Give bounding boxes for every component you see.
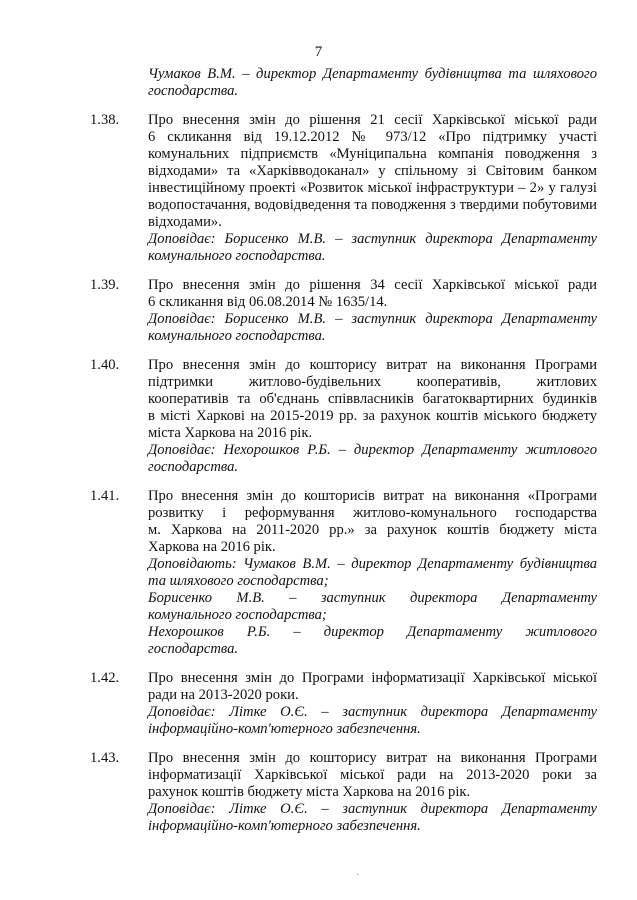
speaker-line: господарства. xyxy=(148,83,239,99)
item-number: 1.41. xyxy=(90,488,120,504)
item-text-line: в місті Харкові на 2015-2019 рр. за рахунок коштів міського бюджету xyxy=(148,408,597,424)
speaker-line: Доповідає: Борисенко М.В. – заступник директора Департаменту xyxy=(148,231,597,247)
speaker-line: Доповідає: Нехорошков Р.Б. – директор Департаменту житлового xyxy=(148,442,597,458)
item-text-line: Про внесення змін до Програми інформатизації Харківської міської xyxy=(148,670,597,686)
item-number: 1.38. xyxy=(90,112,120,128)
item-text-line: Про внесення змін до кошторису витрат на виконання Програми xyxy=(148,357,597,373)
item-text-line: міста Харкова на 2016 рік. xyxy=(148,425,313,441)
speaker-line: господарства. xyxy=(148,641,239,657)
item-text-line: Про внесення змін до рішення 34 сесії Харківської міської ради xyxy=(148,277,597,293)
item-text-line: водопостачання, водовідведення та поводження з твердими побутовими xyxy=(148,197,597,213)
item-text-line: 6 скликання від 06.08.2014 № 1635/14. xyxy=(148,294,388,310)
speaker-line: інформаційно-комп'ютерного забезпечення. xyxy=(148,818,421,834)
speaker-line: комунального господарства; xyxy=(148,607,327,623)
speaker-line: Борисенко М.В. – заступник директора Департаменту xyxy=(148,590,597,606)
item-text-line: Харкова на 2016 рік. xyxy=(148,539,276,555)
speaker-line: Доповідає: Літке О.Є. – заступник директора Департаменту xyxy=(148,801,597,817)
speaker-line: Нехорошков Р.Б. – директор Департаменту житлового xyxy=(148,624,597,640)
item-text-line: інформатизації Харківської міської ради на 2013-2020 роки за xyxy=(148,767,597,783)
page-number: 7 xyxy=(314,44,323,60)
item-number: 1.42. xyxy=(90,670,120,686)
item-number: 1.40. xyxy=(90,357,120,373)
item-text-line: відходами» та «Харківводоканал» у спільному зі Світовим банком xyxy=(148,163,597,179)
item-text-line: підтримки житлово-будівельних кооперативів, житлових xyxy=(148,374,597,390)
item-text-line: відходами». xyxy=(148,214,222,230)
speaker-line: Доповідає: Борисенко М.В. – заступник директора Департаменту xyxy=(148,311,597,327)
speaker-line: Чумаков В.М. – директор Департаменту будівництва та шляхового xyxy=(148,66,597,82)
speaker-line: господарства. xyxy=(148,459,239,475)
speaker-line: Доповідають: Чумаков В.М. – директор Департаменту будівництва xyxy=(148,556,597,572)
speaker-line: комунального господарства. xyxy=(148,248,326,264)
item-text-line: Про внесення змін до рішення 21 сесії Харківської міської ради xyxy=(148,112,597,128)
speaker-line: комунального господарства. xyxy=(148,328,326,344)
item-text-line: інвестиційному проекті «Розвиток міської інфраструктури – 2» у галузі xyxy=(148,180,597,196)
item-text-line: кооперативів та об'єднань співвласників багатоквартирних будинків xyxy=(148,391,597,407)
item-number: 1.43. xyxy=(90,750,120,766)
item-text-line: 6 скликання від 19.12.2012 № 973/12 «Про підтримку участі xyxy=(148,129,597,145)
item-text-line: Про внесення змін до кошторису витрат на виконання Програми xyxy=(148,750,597,766)
item-text-line: м. Харкова на 2011-2020 рр.» за рахунок коштів бюджету міста xyxy=(148,522,597,538)
item-text-line: ради на 2013-2020 роки. xyxy=(148,687,299,703)
item-text-line: комунальних підприємств «Муніципальна компанія поводження з xyxy=(148,146,597,162)
item-text-line: Про внесення змін до кошторисів витрат на виконання «Програми xyxy=(148,488,597,504)
item-text-line: рахунок коштів бюджету міста Харкова на 2016 рік. xyxy=(148,784,471,800)
item-number: 1.39. xyxy=(90,277,120,293)
item-text-line: розвитку і реформування житлово-комунального господарства xyxy=(148,505,597,521)
scan-speck: · xyxy=(356,870,360,881)
speaker-line: Доповідає: Літке О.Є. – заступник директора Департаменту xyxy=(148,704,597,720)
speaker-line: та шляхового господарства; xyxy=(148,573,329,589)
speaker-line: інформаційно-комп'ютерного забезпечення. xyxy=(148,721,421,737)
